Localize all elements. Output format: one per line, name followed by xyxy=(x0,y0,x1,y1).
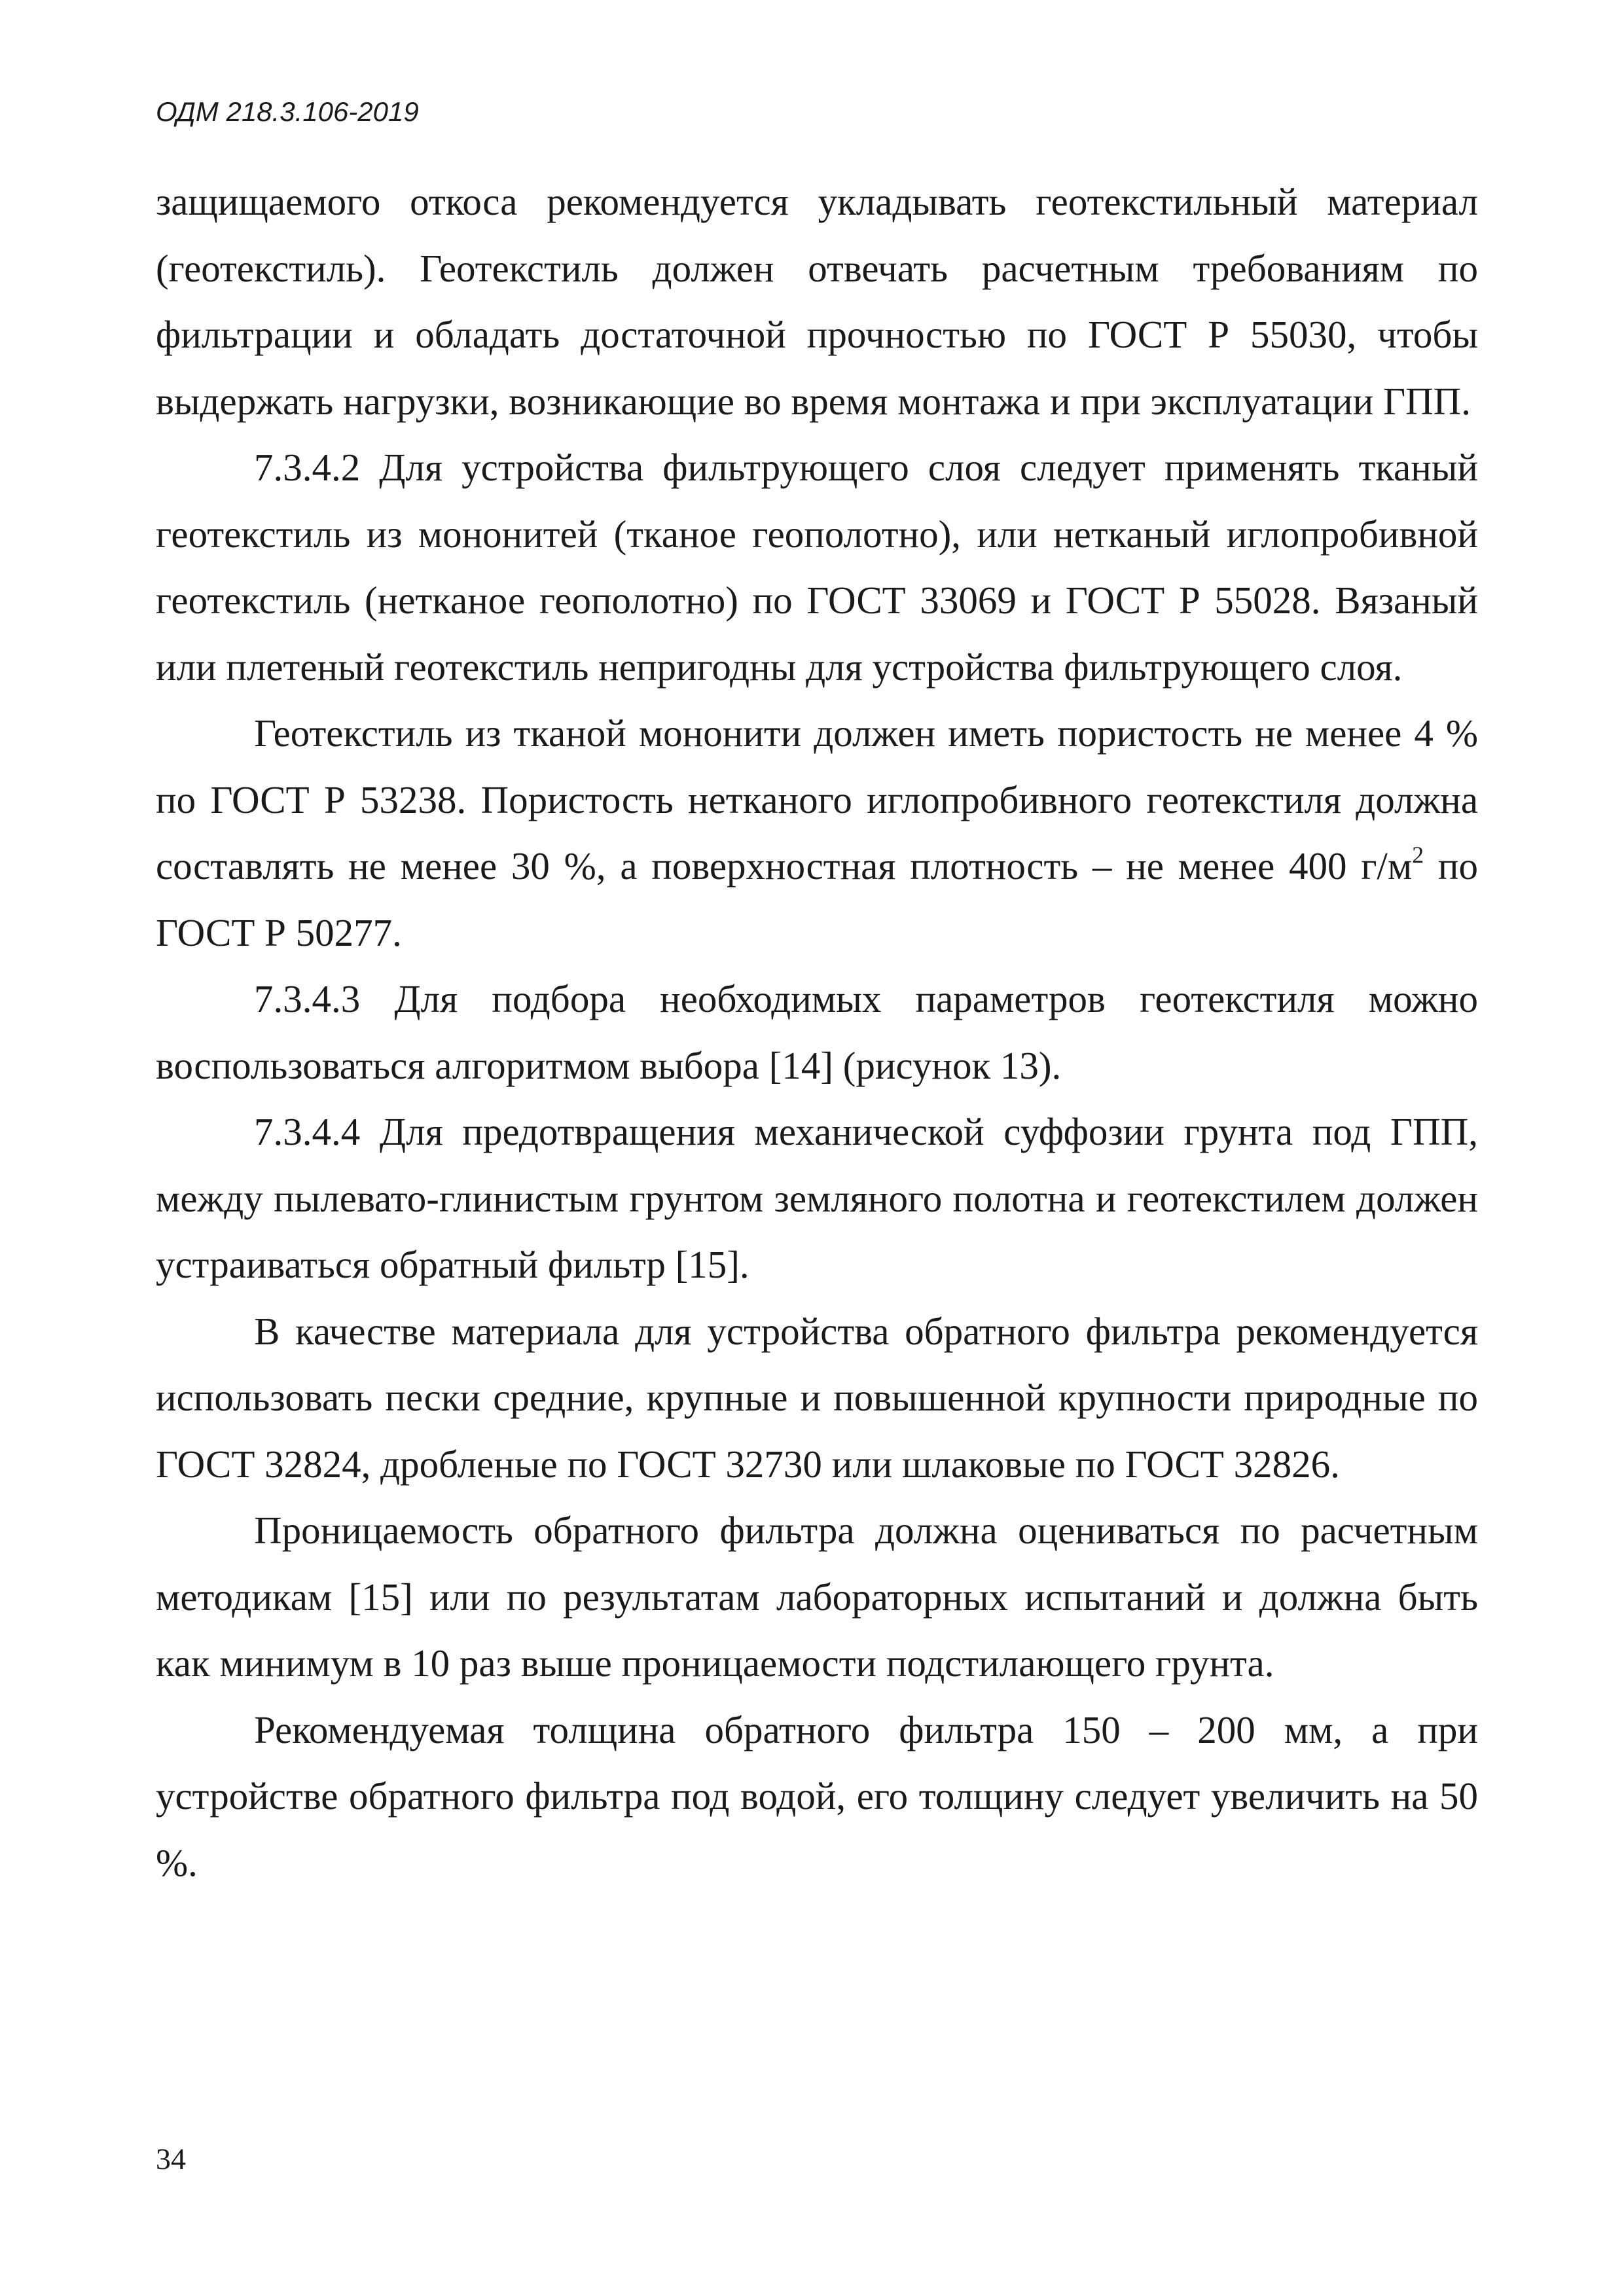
document-body xyxy=(156,169,1478,1896)
paragraph-continuation: защищаемого откоса рекомендуется укладывать геотекстильный материал (геотекстиль). Геотекстиль должен отвечать расчетным требованиям по фильтрации и обладать достаточной прочностью по ГОСТ Р 55030, чтобы выдержать нагрузки, возникающие во время монтажа и при эксплуатации ГПП. xyxy=(156,180,1478,423)
document-code-header: ОДМ 218.3.106-2019 xyxy=(156,96,419,127)
superscript-square: 2 xyxy=(1412,842,1424,869)
paragraph-7-3-4-2: 7.3.4.2 Для устройства фильтрующего слоя следует применять тканый геотекстиль из мононитей (тканое геополотно), или нетканый иглопробивной геотекстиль (нетканое геополотно) по ГОСТ 33069 и ГОСТ Р 55028. Вязаный или плетеный геотекстиль непригодны для устройства фильтрующего слоя. xyxy=(156,446,1478,689)
paragraph-filter-permeability: Проницаемость обратного фильтра должна оцениваться по расчетным методикам [15] или по результатам лабораторных испытаний и должна быть как минимум в 10 раз выше проницаемости подстилающего грунта. xyxy=(156,1509,1478,1685)
paragraph-7-3-4-3: 7.3.4.3 Для подбора необходимых параметров геотекстиля можно воспользоваться алгоритмом выбора [14] (рисунок 13). xyxy=(156,977,1478,1087)
paragraph-porosity-text: Геотекстиль из тканой мононити должен иметь пористость не менее 4 % по ГОСТ Р 53238. Пористость нетканого иглопробивного геотекстиля должна составлять не менее 30 %, а поверхностная плотность – не менее 400 г/м xyxy=(156,711,1478,888)
paragraph-filter-material: В качестве материала для устройства обратного фильтра рекомендуется использовать пески средние, крупные и повышенной крупности природные по ГОСТ 32824, дробленые по ГОСТ 32730 или шлаковые по ГОСТ 32826. xyxy=(156,1309,1478,1486)
paragraph-porosity xyxy=(156,700,1478,966)
page-number: 34 xyxy=(156,2142,186,2176)
paragraph-filter-thickness: Рекомендуемая толщина обратного фильтра 150 – 200 мм, а при устройстве обратного фильтра под водой, его толщину следует увеличить на 50 %. xyxy=(156,1708,1478,1884)
paragraph-porosity-tail: по ГОСТ Р 50277. xyxy=(156,844,1478,954)
paragraph-7-3-4-4: 7.3.4.4 Для предотвращения механической суффозии грунта под ГПП, между пылевато-глинистым грунтом земляного полотна и геотекстилем должен устраиваться обратный фильтр [15]. xyxy=(156,1110,1478,1286)
